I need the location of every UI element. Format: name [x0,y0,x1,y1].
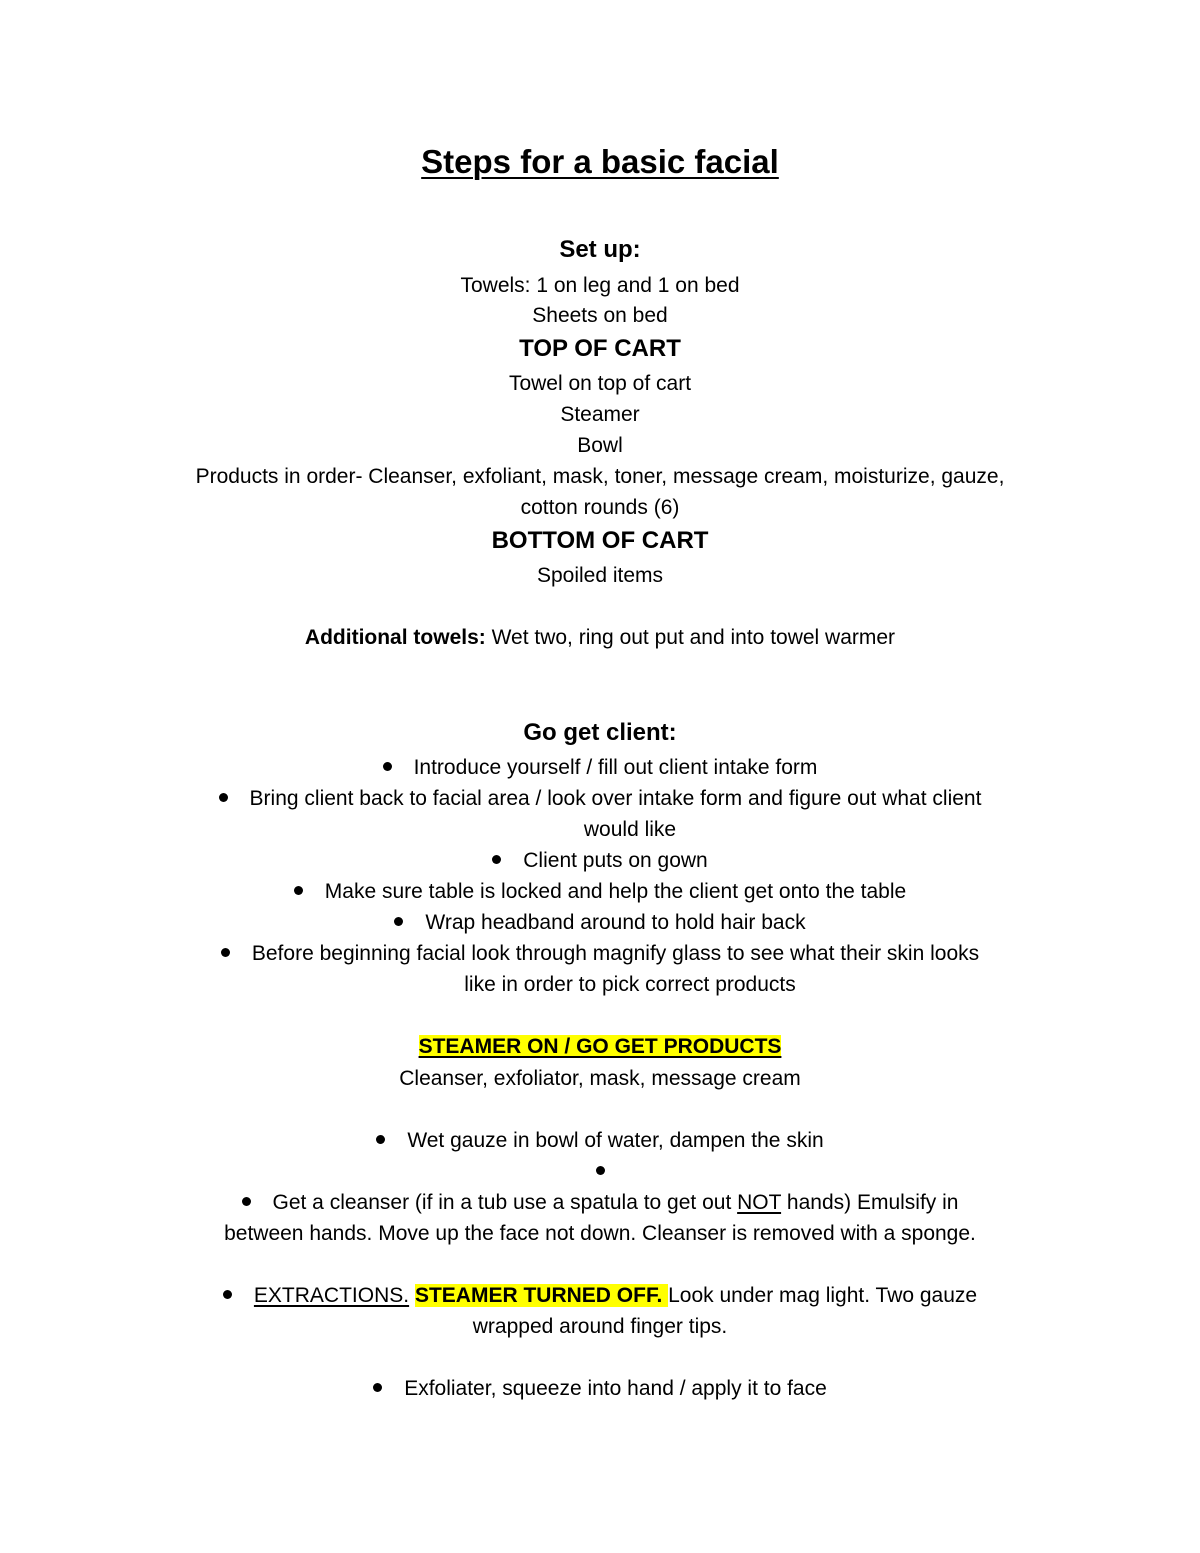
bullet-icon [242,1197,251,1206]
bullet-icon [223,1290,232,1299]
list-item: Wrap headband around to hold hair back [0,907,1200,938]
setup-heading: Set up: [559,236,641,263]
setup-line: Towels: 1 on leg and 1 on bed [460,274,740,297]
bullet-icon [294,886,303,895]
list-item: Get a cleanser (if in a tub use a spatula to get out NOT hands) Emulsify in [0,1187,1200,1218]
bullet-icon [383,762,392,771]
list-item: Client puts on gown [0,845,1200,876]
bullet-icon [219,793,228,802]
bullet-icon [596,1166,605,1175]
top-of-cart-line: Products in order- Cleanser, exfoliant, mask, toner, message cream, moisturize, gauze, [195,465,1005,488]
top-of-cart-line: Bowl [577,434,623,457]
bullet-icon [394,917,403,926]
page-title: Steps for a basic facial [421,143,779,180]
list-item: EXTRACTIONS. STEAMER TURNED OFF. Look under mag light. Two gauze [0,1280,1200,1311]
list-item-continuation: between hands. Move up the face not down. Cleanser is removed with a sponge. [224,1222,976,1245]
bottom-of-cart-line: Spoiled items [536,564,664,587]
steamer-off-highlight: STEAMER TURNED OFF. [414,1284,669,1307]
client-heading: Go get client: [523,719,677,746]
not-emphasis: NOT [737,1191,782,1214]
bullet-icon [373,1383,382,1392]
bullet-icon [376,1135,385,1144]
additional-towels [0,622,1200,653]
steamer-heading [0,1031,1200,1062]
top-of-cart-line: cotton rounds (6) [520,496,680,519]
list-item: Wet gauze in bowl of water, dampen the skin [0,1125,1200,1156]
list-item-empty [0,1156,1200,1187]
steamer-on-highlight: STEAMER ON / GO GET PRODUCTS [418,1035,782,1058]
top-of-cart-line: Steamer [560,403,640,426]
list-item-continuation: like in order to pick correct products [464,973,796,996]
list-item: Introduce yourself / fill out client intake form [0,752,1200,783]
steamer-products: Cleanser, exfoliator, mask, message cream [399,1067,801,1090]
list-item-continuation: would like [583,818,677,841]
bottom-of-cart-heading: BOTTOM OF CART [491,527,709,554]
additional-towels-label: Additional towels: [304,626,486,649]
bullet-icon [492,855,501,864]
list-item: Make sure table is locked and help the client get onto the table [0,876,1200,907]
list-item: Bring client back to facial area / look over intake form and figure out what client [0,783,1200,814]
top-of-cart-heading: TOP OF CART [519,335,681,362]
bullet-icon [221,948,230,957]
extractions-label: EXTRACTIONS. [253,1284,410,1307]
additional-towels-text: Wet two, ring out put and into towel warmer [485,626,896,649]
list-item-continuation: wrapped around finger tips. [472,1315,728,1338]
top-of-cart-line: Towel on top of cart [508,372,692,395]
setup-line: Sheets on bed [532,304,668,327]
list-item: Exfoliater, squeeze into hand / apply it to face [0,1373,1200,1404]
list-item: Before beginning facial look through magnify glass to see what their skin looks [0,938,1200,969]
